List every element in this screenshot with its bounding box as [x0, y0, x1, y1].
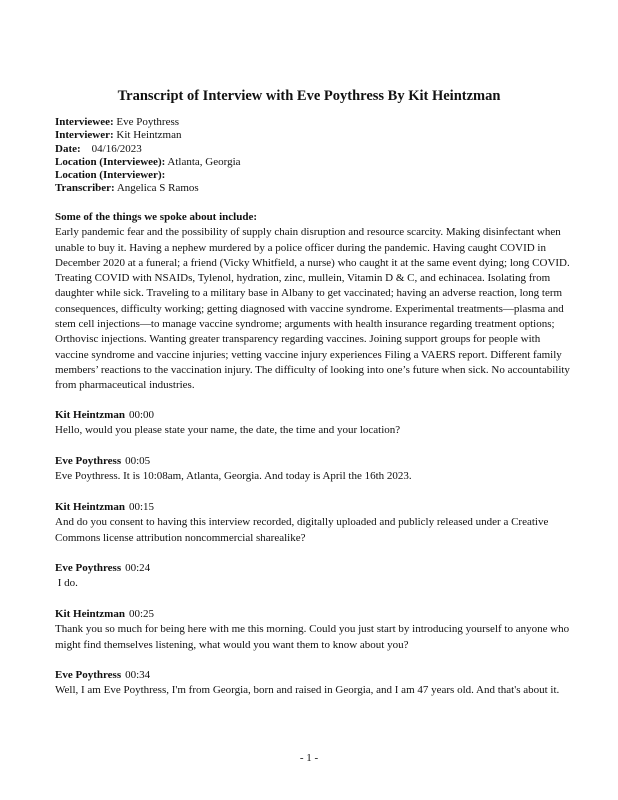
document-title: Transcript of Interview with Eve Poythress By Kit Heintzman [117, 88, 501, 104]
turn-text: I do. [55, 577, 78, 590]
page-number: - 1 - [299, 752, 319, 764]
speaker-name: Eve Poythress [55, 455, 122, 467]
interview-metadata [55, 116, 575, 196]
timestamp: 00:24 [125, 562, 151, 574]
topics-summary [55, 210, 575, 394]
meta-label: Interviewee: [55, 116, 114, 128]
meta-label: Location (Interviewee): [55, 155, 166, 168]
turn-text: Well, I am Eve Poythress, I'm from Georgia, born and raised in Georgia, and I am 47 years old. And that's about it. [55, 684, 560, 697]
meta-date [55, 143, 575, 156]
transcript-turn [55, 561, 575, 592]
speaker-name: Kit Heintzman [55, 501, 125, 513]
meta-value: 04/16/2023 [80, 142, 142, 155]
meta-location-interviewer [55, 169, 575, 182]
timestamp: 00:05 [125, 455, 151, 467]
speaker-name: Kit Heintzman [55, 608, 125, 620]
meta-label: Location (Interviewer): [55, 169, 166, 182]
turn-text: Thank you so much for being here with me this morning. Could you just start by introducing yourself to anyone who might find themselves listening, what would you want them to know about you? [55, 623, 570, 651]
meta-interviewer [55, 129, 575, 142]
timestamp: 00:34 [125, 669, 151, 681]
transcript-turn [55, 454, 575, 485]
timestamp: 00:25 [128, 608, 155, 620]
transcript-turn [55, 668, 575, 699]
speaker-name: Eve Poythress [55, 562, 122, 574]
meta-interviewee [55, 116, 575, 129]
speaker-name: Kit Heintzman [55, 409, 125, 421]
meta-label: Transcriber: [55, 182, 115, 195]
meta-value: Angelica S Ramos [114, 182, 199, 195]
speaker-name: Eve Poythress [55, 669, 122, 681]
turn-text: Eve Poythress. It is 10:08am, Atlanta, Georgia. And today is April the 16th 2023. [55, 470, 412, 483]
transcript-turn [55, 500, 575, 546]
meta-label: Interviewer: [55, 129, 114, 142]
meta-value: Atlanta, Georgia [165, 155, 241, 168]
timestamp: 00:00 [128, 409, 155, 421]
meta-label: Date: [55, 142, 81, 155]
transcript-turn [55, 408, 575, 439]
turn-text: And do you consent to having this interview recorded, digitally uploaded and publicly released under a Creative Commons license attribution noncommercial sharealike? [55, 516, 549, 544]
topics-text: Early pandemic fear and the possibility of supply chain disruption and resource scarcity. Making disinfectant when unable to buy it. Having a nephew murdered by a police officer during the pandemic. Having caught COVID in December 2020 at a funeral; a friend (Vicky Whitfield, a nurse) who caught it at the same event dying; long COVID. Treating COVID with NSAIDs, Tylenol, hydration, zinc, mullein, Vitamin D & C, and echinacea. Isolating from daughter while sick. Traveling to a military base in Albany to get vaccinated; having an adverse reaction, long term consequences, difficulty working; getting diagnosed with vaccine syndrome. Experimental treatments—plasma and stem cell injections—to manage vaccine syndrome; arguments with health insurance regarding treatment options; Orthovisc injections. Wanting greater transparency regarding vaccines. Joining support groups for people with vaccine syndrome and vaccine injuries; vetting vaccine injury experiences Filing a VAERS report. Different family members’ reactions to the vaccination injury. The difficulty of looking into one’s future when sick. No accountability from pharmaceutical industries. [55, 226, 570, 392]
topics-heading: Some of the things we spoke about include: [55, 211, 257, 223]
timestamp: 00:15 [128, 501, 155, 513]
turn-text: Hello, would you please state your name, the date, the time and your location? [55, 424, 401, 437]
meta-location-interviewee [55, 156, 575, 169]
meta-value: Kit Heintzman [113, 129, 182, 142]
meta-transcriber [55, 182, 575, 195]
meta-value: Eve Poythress [113, 116, 180, 128]
transcript-turn [55, 607, 575, 653]
